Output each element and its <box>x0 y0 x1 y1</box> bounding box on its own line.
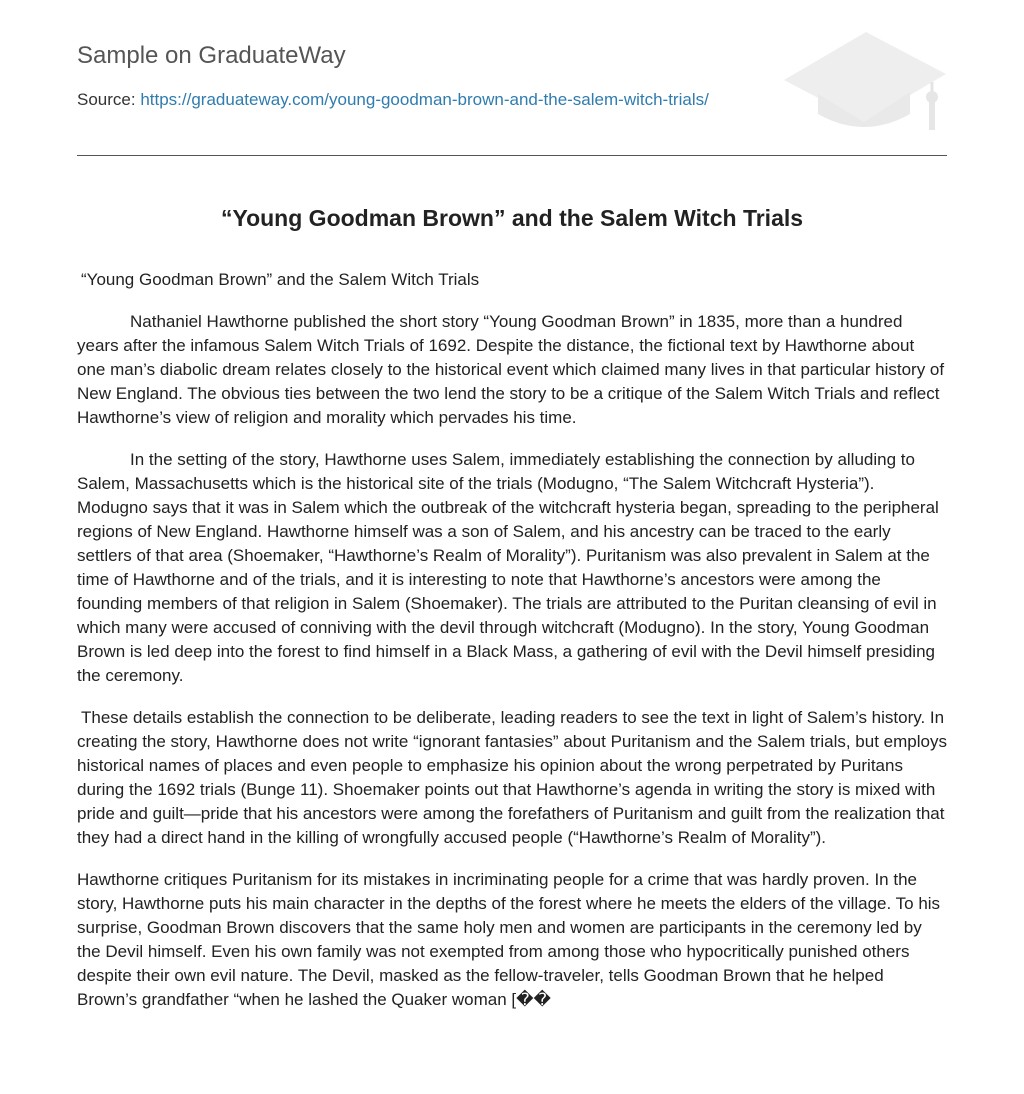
source-label: Source: <box>77 90 136 109</box>
source-link[interactable]: https://graduateway.com/young-goodman-brown-and-the-salem-witch-trials/ <box>140 90 709 109</box>
document-body <box>77 268 947 1030</box>
paragraph: Hawthorne critiques Puritanism for its mistakes in incriminating people for a crime that was hardly proven. In the story, Hawthorne puts his main character in the depths of the forest where he meets the elders of the village. To his surprise, Goodman Brown discovers that the same holy men and women are participants in the ceremony led by the Devil himself. Even his own family was not exempted from among those who hypocritically punished others despite their own evil nature. The Devil, masked as the fellow-traveler, tells Goodman Brown that he helped Brown’s grandfather “when he lashed the Quaker woman [�� <box>77 870 941 1009</box>
paragraph: In the setting of the story, Hawthorne uses Salem, immediately establishing the connection by alluding to Salem, Massachusetts which is the historical site of the trials (Modugno, “The Salem Witchcraft Hysteria”). Modugno says that it was in Salem which the outbreak of the witchcraft hysteria began, spreading to the peripheral regions of New England. Hawthorne himself was a son of Salem, and his ancestry can be traced to the early settlers of that area (Shoemaker, “Hawthorne’s Realm of Morality”). Puritanism was also prevalent in Salem at the time of Hawthorne and of the trials, and it is interesting to note that Hawthorne’s ancestors were among the founding members of that religion in Salem (Shoemaker). The trials are attributed to the Puritan cleansing of evil in which many were accused of conniving with the devil through witchcraft (Modugno). In the story, Young Goodman Brown is led deep into the forest to find himself in a Black Mass, a gathering of evil with the Devil himself presiding the ceremony. <box>77 450 939 685</box>
document-subtitle: “Young Goodman Brown” and the Salem Witch Trials <box>81 270 480 289</box>
document-title: “Young Goodman Brown” and the Salem Witch Trials <box>220 205 804 231</box>
paragraph: These details establish the connection to be deliberate, leading readers to see the text in light of Salem’s history. In creating the story, Hawthorne does not write “ignorant fantasies” about Puritanism and the Salem trials, but employs historical names of places and even people to emphasize his opinion about the wrong perpetrated by Puritans during the 1692 trials (Bunge 11). Shoemaker points out that Hawthorne’s agenda in writing the story is mixed with pride and guilt—pride that his ancestors were among the forefathers of Puritanism and guilt from the realization that they had a direct hand in the killing of wrongfully accused people (“Hawthorne’s Realm of Morality”). <box>77 708 947 847</box>
graduation-cap-icon <box>782 30 948 132</box>
source-line <box>77 90 709 110</box>
header-divider <box>77 155 947 156</box>
site-title: Sample on GraduateWay <box>77 42 346 69</box>
paragraph: Nathaniel Hawthorne published the short story “Young Goodman Brown” in 1835, more than a hundred years after the infamous Salem Witch Trials of 1692. Despite the distance, the fictional text by Hawthorne about one man’s diabolic dream relates closely to the historical event which claimed many lives in that particular history of New England. The obvious ties between the two lend the story to be a critique of the Salem Witch Trials and reflect Hawthorne’s view of religion and morality which pervades his time. <box>77 312 945 427</box>
